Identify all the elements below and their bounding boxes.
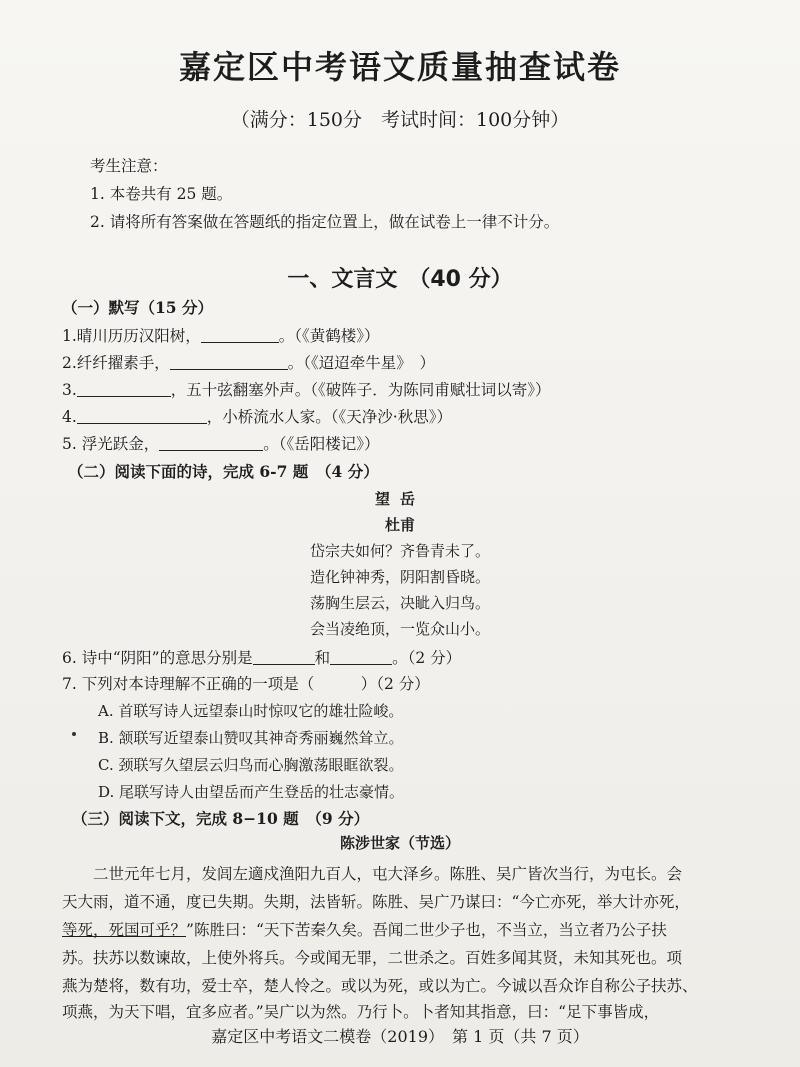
question-3 [62,378,551,400]
poem-title: 望岳 [374,490,425,508]
q5-text-a: 5. 浮光跃金， [62,435,160,453]
q1-text-b: 。（《黄鹤楼》） [278,327,380,345]
poem-line-2: 造化钟神秀，阴阳割昏晓。 [309,568,490,586]
section-title: 一、文言文 （40 分） [287,267,513,292]
q6-text-c: 。（2 分） [392,649,462,667]
q5-text-b: 。（《岳阳楼记》） [263,435,380,453]
essay-line-4: 苏。扶苏以数谏故，上使外将兵。今或闻无罪，二世杀之。百姓多闻其贤，未知其死也。项 [62,949,683,967]
question-5 [62,432,379,454]
essay-line-3 [62,918,702,940]
q3-answer-blank [77,381,171,397]
q2-text-b: 。（《迢迢牵牛星》 ） [287,354,436,372]
part2-heading: （二）阅读下面的诗，完成 6-7 题 （4 分） [68,462,379,481]
underlined-phrase: 等死，死国可乎？ [62,921,187,939]
q6-text-b: 和 [314,649,331,667]
essay-title: 陈涉世家（节选） [339,834,460,852]
q6-text-a: 6. 诗中“阴阳”的意思分别是 [62,649,253,667]
q3-text-a: 3. [62,381,77,399]
poem-line-4: 会当凌绝顶，一览众山小。 [309,620,490,638]
notice-heading: 考生注意： [90,157,168,175]
page-footer: 嘉定区中考语文二模卷（2019） 第 1 页（共 7 页） [211,1027,589,1046]
poem-author: 杜甫 [384,516,415,534]
essay-line-3-rest: ”陈胜曰：“天下苦秦久矣。吾闻二世少子也，不当立，当立者乃公子扶 [186,921,667,939]
page-title: 嘉定区中考语文质量抽查试卷 [178,48,621,86]
question-6 [62,646,461,668]
essay-line-6: 项燕，为天下唱，宜多应者。”吴广以为然。乃行卜。卜者知其指意，曰：“足下事皆成， [62,1003,660,1021]
poem-line-3: 荡胸生层云，决眦入归鸟。 [309,594,490,612]
question-7: 7. 下列对本诗理解不正确的一项是（ ）（2 分） [62,675,430,693]
q1-answer-blank [201,327,279,343]
choice-b: B. 颔联写近望泰山赞叹其神奇秀丽巍然耸立。 [98,729,404,747]
ink-dot [72,732,76,736]
q5-answer-blank [159,435,263,451]
choice-c: C. 颈联写久望层云归鸟而心胸激荡眼眶欲裂。 [98,756,404,774]
page-subtitle: （满分：150分 考试时间：100分钟） [230,109,570,131]
notice-item-2: 2. 请将所有答案做在答题纸的指定位置上，做在试卷上一律不计分。 [90,213,560,231]
essay-line-1: 二世元年七月，发闾左適戍渔阳九百人，屯大泽乡。陈胜、吴广皆次当行，为屯长。会 [62,865,683,883]
q2-text-a: 2.纤纤擢素手， [62,354,170,372]
q4-answer-blank [77,408,207,424]
question-2 [62,351,435,373]
choice-a: A. 首联写诗人远望泰山时惊叹它的雄壮险峻。 [98,702,404,720]
choice-d: D. 尾联写诗人由望岳而产生登岳的壮志豪情。 [98,783,405,801]
q4-text-a: 4. [62,408,77,426]
essay-line-2: 天大雨，道不通，度已失期。失期，法皆斩。陈胜、吴广乃谋曰：“今亡亦死，举大计亦死， [62,893,690,911]
q1-text-a: 1.晴川历历汉阳树， [62,327,201,345]
part3-heading: （三）阅读下文，完成 8−10 题 （9 分） [72,809,370,828]
question-1 [62,324,380,346]
q4-text-b: ，小桥流水人家。（《天净沙·秋思》） [206,408,452,426]
essay-line-5: 燕为楚将，数有功，爱士卒，楚人怜之。或以为死，或以为亡。今诚以吾众诈自称公子扶苏、 [62,977,698,995]
question-4 [62,405,452,427]
part1-heading: （一）默写（15 分） [62,298,213,317]
q6-answer-blank-1 [253,649,315,665]
q2-answer-blank [170,354,288,370]
notice-item-1: 1. 本卷共有 25 题。 [90,185,233,203]
q6-answer-blank-2 [330,649,392,665]
poem-line-1: 岱宗夫如何？齐鲁青未了。 [309,542,490,560]
q3-text-b: ，五十弦翻塞外声。（《破阵子．为陈同甫赋壮词以寄》） [170,381,551,399]
